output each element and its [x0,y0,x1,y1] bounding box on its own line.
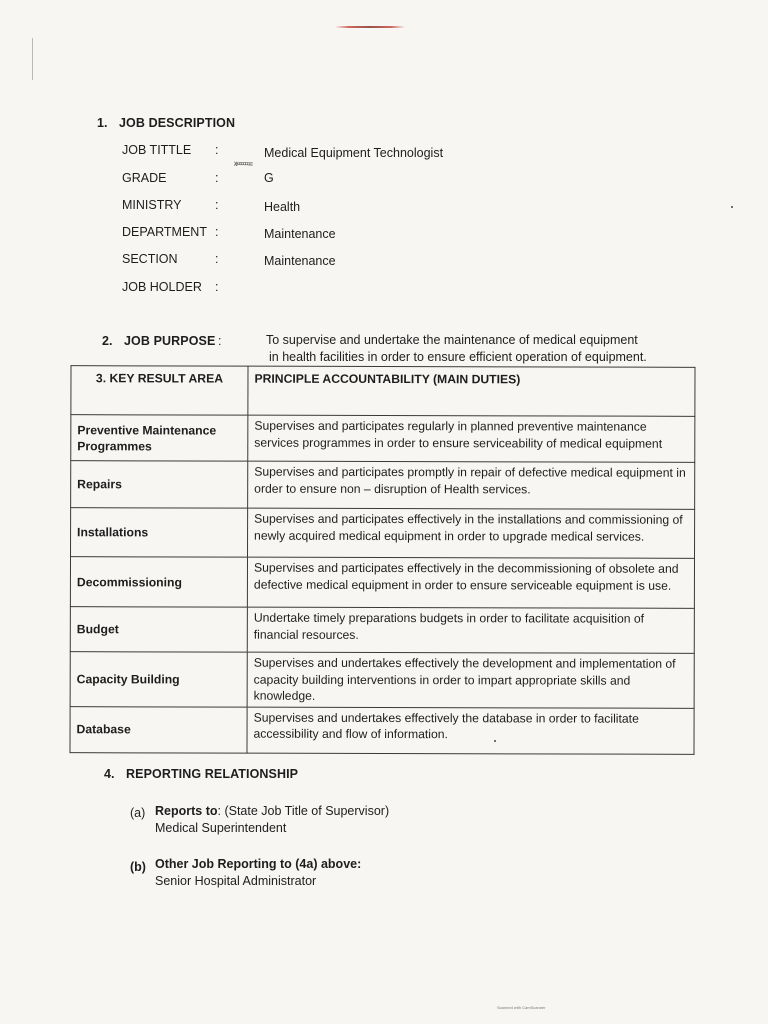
area-cell: Installations [71,508,248,557]
area-cell: Preventive Maintenance Programmes [71,415,248,461]
reports-to-label: Reports to [155,804,218,818]
table-row [70,706,694,754]
area-cell: Repairs [71,461,248,508]
reporting-heading: 4. REPORTING RELATIONSHIP [104,767,299,781]
table-row [71,461,695,510]
accountability-header: PRINCIPLE ACCOUNTABILITY (MAIN DUTIES) [248,366,695,416]
speck [731,206,733,208]
table-row [71,415,695,463]
other-reporting-value: Senior Hospital Administrator [155,874,317,888]
duty-cell: Supervises and undertakes effectively the development and implementation of capacity building interventions in order to impart appropriate skills and knowledge. [247,652,694,708]
table-row [70,652,694,708]
scanner-watermark: Scanned with CamScanner [497,1005,546,1010]
duty-cell: Supervises and participates regularly in planned preventive maintenance services programmes in order to ensure serviceability of medical equipment [248,415,695,462]
table-header-row [71,366,695,417]
duty-cell: Supervises and participates effectively in the decommissioning of obsolete and defective medical equipment in order to ensure serviceable equipment is use. [247,557,694,608]
duty-cell: Supervises and participates effectively in the installations and commissioning of newly acquired medical equipment in order to upgrade medical services. [248,508,695,558]
document-page: 1. JOB DESCRIPTION JOB TITTLE : Medical Equipment Technologist ᵡᵞᵘᶜᶜᶜᶜᶜᶜᶜ GRADE : G MINISTRY : Health DEPARTMENT : Maintenance SECTION : Maintenance JOB HOLDER : 2. JOB PURPOSE : To supervise and undertake the maintenance of medical equipment in health facilities in order to ensure efficient operation of equipment. 3. KEY RESULT AREA PRINCIPLE ACCOUNTABILITY (MAIN DUTIES) Preventive Maintenance Programmes Supervises and participates regularly in planned preventive maintenance services programmes in order to ensure serviceability of medical equipment Repairs Supervises and participates promptly in repair of defective medical equipment in order to ensure non – disruption of Health services. Installations Supervises and participates effectively in the installations and commissioning of newly acquired medical equipment in order to upgrade medical services. Decommissioning Supervises and participates effectively in the decommissioning of obsolete and defective medical equipment in order to ensure serviceable equipment is use. Budget Undertake timely preparations budgets in order to facilitate acquisition of financial resources. Capacity Building Supervises and undertakes effectively the development and implementation of capacity building interventions in order to impart appropriate skills and knowledge. Database Supervises and undertakes effectively the database in order to facilitate accessibility and flow of information. 4. REPORTING RELATIONSHIP (a) Reports to: (State Job Title of Supervisor) Medical Superintendent (b) Other Job Reporting to (4a) above: Senior Hospital Administrator Scanned with CamScanner [0,0,768,1024]
speck [494,740,496,742]
area-cell: Decommissioning [70,557,247,607]
duty-cell: Undertake timely preparations budgets in order to facilitate acquisition of financial resources. [247,607,694,653]
key-result-area-header: 3. KEY RESULT AREA [71,366,248,415]
other-reporting-label: Other Job Reporting to (4a) above: [155,857,362,871]
job-purpose-text: To supervise and undertake the maintenance of medical equipment in health facilities in order to ensure efficient operation of equipment. [266,333,647,364]
table-row [70,557,694,609]
red-ink-mark [335,26,405,28]
reports-to-note: : (State Job Title of Supervisor) [217,804,390,818]
area-cell: Database [70,706,247,752]
key-result-table [69,365,695,754]
reports-to-value: Medical Superintendent [155,821,287,835]
job-purpose-heading: 2. JOB PURPOSE : [102,334,222,348]
area-cell: Budget [70,607,247,652]
handwritten-scribble: ᵡᵞᵘᶜᶜᶜᶜᶜᶜᶜ [233,159,253,170]
table-row [70,607,694,654]
duty-cell: Supervises and participates promptly in repair of defective medical equipment in order to ensure non – disruption of Health services. [248,461,695,509]
table-row [71,508,695,559]
scan-edge-mark [32,38,33,80]
duty-cell: Supervises and undertakes effectively the database in order to facilitate accessibility and flow of information. [247,707,694,754]
job-description-heading: 1. JOB DESCRIPTION [97,116,236,130]
area-cell: Capacity Building [70,652,247,707]
